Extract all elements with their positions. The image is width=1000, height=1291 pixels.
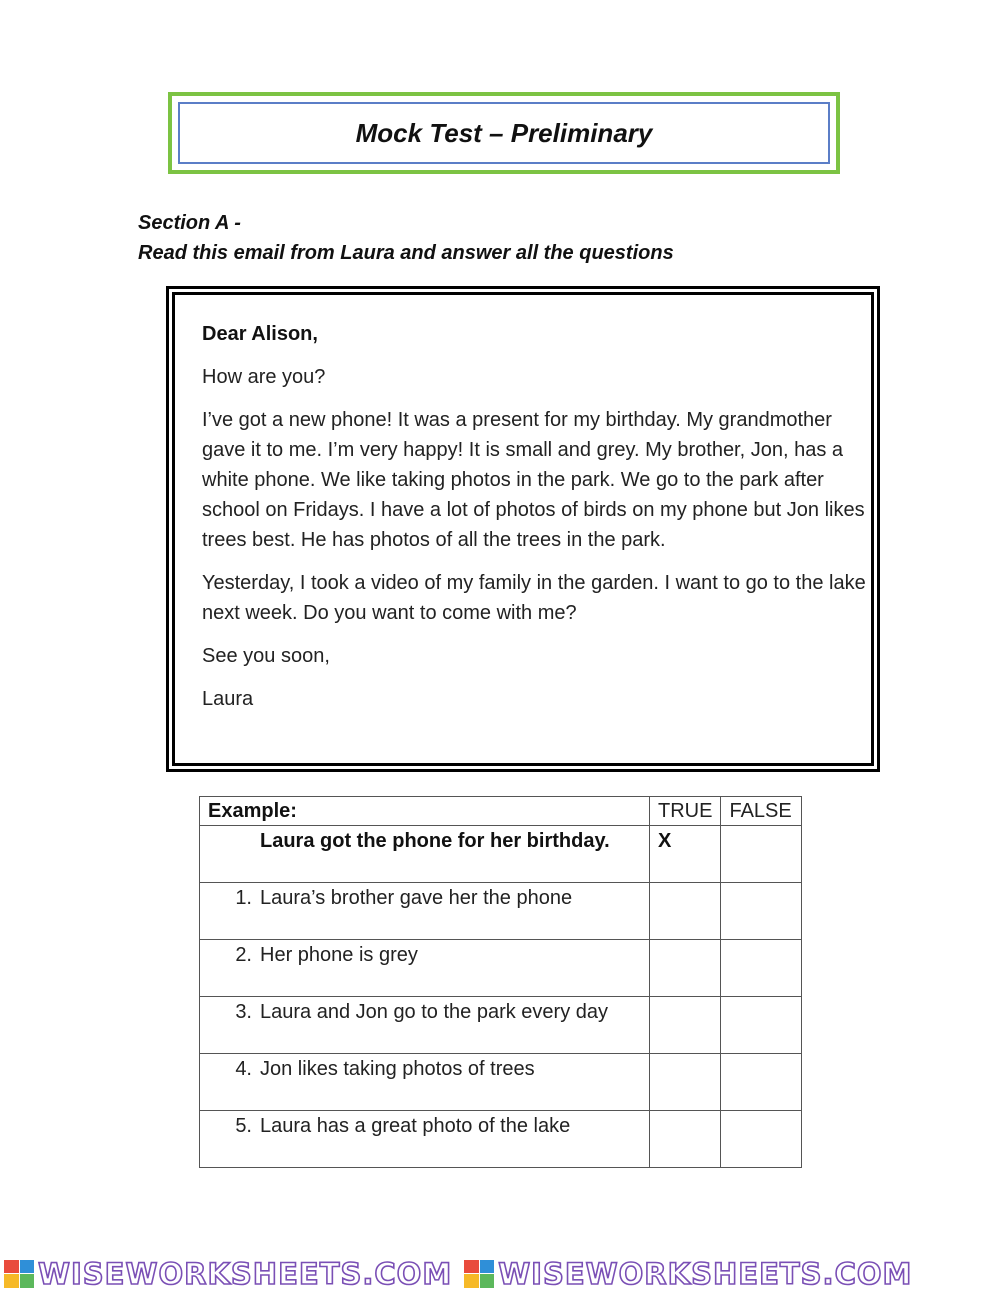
watermark-group [4,1257,452,1291]
title-box [168,92,840,174]
question-row-1 [200,883,802,940]
answer-true-cell-5[interactable] [650,1111,721,1168]
page-title: Mock Test – Preliminary [355,117,653,148]
email-salutation: Dear Alison, [202,323,318,345]
answer-true-cell-1[interactable] [650,883,721,940]
example-false-mark [721,826,801,832]
question-text: Laura’s brother gave her the phone [260,887,573,909]
question-text: Her phone is grey [260,944,418,966]
section-instruction: Read this email from Laura and answer all the questions [138,242,674,264]
question-row-2 [200,940,802,997]
false-label: FALSE [729,800,792,822]
email-signature: Laura [202,688,254,710]
answer-false-cell-3[interactable] [721,997,802,1054]
watermark-group [464,1257,912,1291]
example-true-cell[interactable] [650,826,721,883]
question-row-4 [200,1054,802,1111]
example-true-mark: X [658,830,672,852]
example-false-cell[interactable] [721,826,802,883]
true-header-cell [650,797,721,826]
question-text: Laura and Jon go to the park every day [260,1001,609,1023]
question-cell [200,940,650,997]
answer-false-cell-1[interactable] [721,883,802,940]
question-text: Laura has a great photo of the lake [260,1115,571,1137]
answer-false-cell-4[interactable] [721,1054,802,1111]
wiseworksheets-logo-icon [464,1260,494,1288]
watermark-text: WISEWORKSHEETS.COM [498,1256,913,1291]
email-closing: See you soon, [202,645,330,667]
example-statement-cell [200,826,650,883]
question-cell [200,1054,650,1111]
example-statement: Laura got the phone for her birthday. [260,830,610,852]
question-number: 5. [235,1115,252,1137]
example-header-cell [200,797,650,826]
wiseworksheets-logo-icon [4,1260,34,1288]
email-content [202,319,867,727]
watermark-footer [0,1256,1000,1291]
true-false-table [199,796,802,1168]
question-number: 1. [235,887,252,909]
section-heading: Section A - [138,212,241,234]
question-cell [200,883,650,940]
answer-false-cell-2[interactable] [721,940,802,997]
question-number: 2. [235,944,252,966]
question-number: 3. [235,1001,252,1023]
answer-true-cell-2[interactable] [650,940,721,997]
watermark-text: WISEWORKSHEETS.COM [38,1256,453,1291]
question-cell [200,1111,650,1168]
title-box-inner [178,102,830,164]
question-row-5 [200,1111,802,1168]
answer-true-cell-3[interactable] [650,997,721,1054]
question-text: Jon likes taking photos of trees [260,1058,535,1080]
question-row-3 [200,997,802,1054]
email-paragraph-1: I’ve got a new phone! It was a present for my birthday. My grandmother gave it to me. I’m very happy! It is small and grey. My brother, Jon, has a white phone. We like taking photos in the park. We go to the park after school on Fridays. I have a lot of photos of birds on my phone but Jon likes trees best. He has photos of all the trees in the park. [202,409,865,551]
question-cell [200,997,650,1054]
answer-false-cell-5[interactable] [721,1111,802,1168]
example-label: Example: [208,800,297,822]
email-box [166,286,880,772]
email-greeting: How are you? [202,366,326,388]
false-header-cell [721,797,802,826]
email-paragraph-2: Yesterday, I took a video of my family in the garden. I want to go to the lake next week. Do you want to come with me? [202,572,866,624]
table-header-row [200,797,802,826]
answer-true-cell-4[interactable] [650,1054,721,1111]
email-box-inner [172,292,874,766]
question-number: 4. [235,1058,252,1080]
example-row [200,826,802,883]
true-label: TRUE [658,800,713,822]
